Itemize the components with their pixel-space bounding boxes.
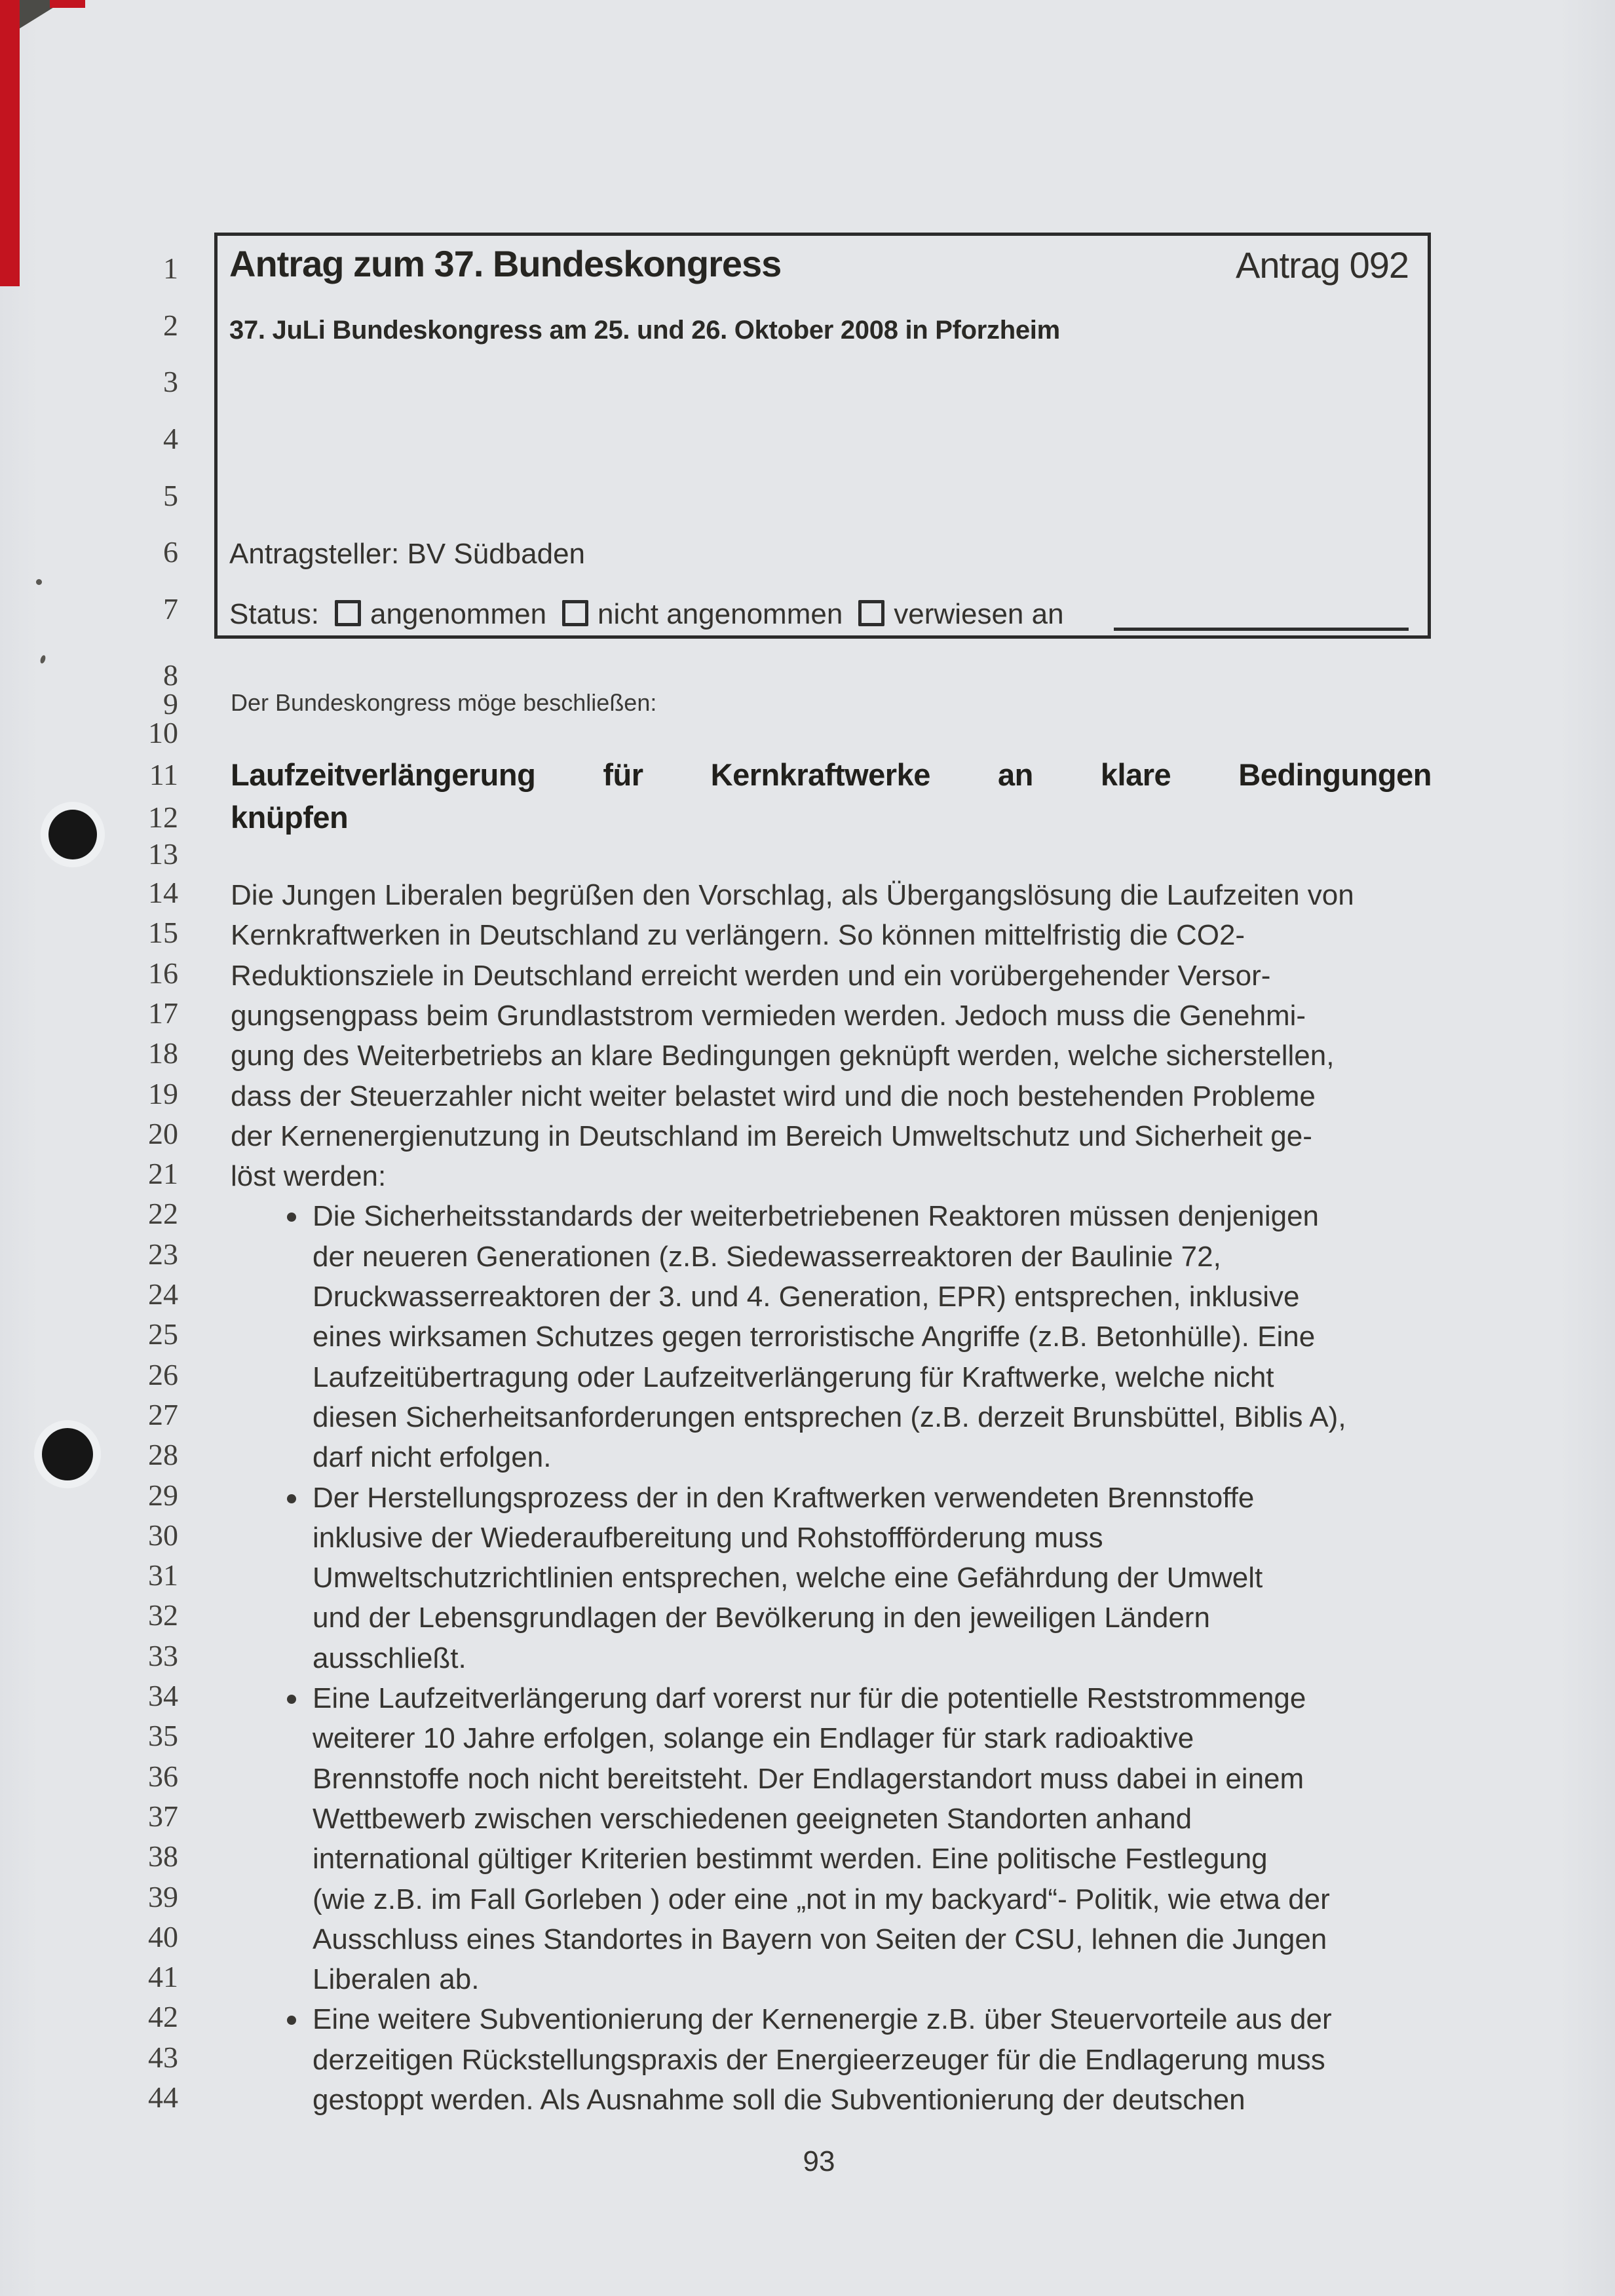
line-number: 12 [148,800,178,834]
line-number: 37 [148,1799,178,1833]
antragsteller-line: Antragsteller: BV Südbaden [229,538,586,570]
text-line-content: derzeitigen Rückstellungspraxis der Energieerzeuger für die Endlagerung muss [313,2043,1325,2076]
text-line-content: Umweltschutzrichtlinien entsprechen, welche eine Gefährdung der Umwelt [313,1562,1263,1594]
line-number: 26 [148,1357,178,1391]
text-line-15 [231,915,1443,955]
text-line-21 [231,1156,1443,1196]
line-number: 14 [148,876,178,909]
line-number: 28 [148,1438,178,1472]
hole-punch-bottom [42,1428,93,1480]
line-number: 18 [148,1036,178,1070]
line-number: 3 [163,365,178,398]
text-line-content: darf nicht erfolgen. [313,1441,552,1474]
text-line-content: inklusive der Wiederaufbereitung und Rohstoffförderung muss [313,1521,1103,1554]
text-line-content: dass der Steuerzahler nicht weiter belastet wird und die noch bestehenden Probleme [231,1080,1316,1112]
text-line-content: Reduktionsziele in Deutschland erreicht werden und ein vorübergehender Versor- [231,959,1271,992]
bullet-icon [287,1695,296,1704]
text-line-39 [231,1879,1443,1919]
text-line-27 [231,1397,1443,1437]
text-line-30 [231,1518,1443,1558]
text-line-38 [231,1839,1443,1879]
text-line-33 [231,1638,1443,1678]
line-number: 1 [163,252,178,285]
intro-line: Der Bundeskongress möge beschließen: [231,689,657,716]
text-line-content: (wie z.B. im Fall Gorleben ) oder eine „not in my backyard“- Politik, wie etwa der [313,1883,1330,1915]
checkbox-icon [335,600,361,626]
line-number: 42 [148,2000,178,2034]
line-number: 36 [148,1759,178,1793]
text-line-content: Druckwasserreaktoren der 3. und 4. Generation, EPR) entsprechen, inklusive [313,1281,1300,1313]
line-number: 35 [148,1719,178,1753]
line-number: 21 [148,1157,178,1191]
line-number: 38 [148,1839,178,1873]
text-line-content: Liberalen ab. [313,1963,480,1996]
status-label: Status: [229,598,319,630]
status-option-angenommen: angenommen [370,598,547,630]
text-line-content: Eine Laufzeitverlängerung darf vorerst nur für die potentielle Reststrommenge [313,1682,1306,1714]
text-line-19 [231,1076,1443,1116]
text-line-35 [231,1718,1443,1758]
line-number: 30 [148,1518,178,1552]
line-number: 43 [148,2040,178,2074]
line-number: 11 [149,758,178,791]
line-number: 5 [163,479,178,512]
text-line-14 [231,875,1443,915]
document-heading [231,753,1432,838]
text-line-25 [231,1317,1443,1357]
text-line-content: Wettbewerb zwischen verschiedenen geeigneten Standorten anhand [313,1802,1192,1835]
line-number: 8 [163,658,178,692]
line-number: 19 [148,1076,178,1110]
line-number: 7 [163,592,178,626]
text-line-42 [231,1999,1443,2039]
text-line-16 [231,956,1443,996]
line-number: 27 [148,1397,178,1431]
text-line-content: Ausschluss eines Standortes in Bayern von Seiten der CSU, lehnen die Jungen [313,1923,1327,1955]
heading-line-1: Laufzeitverlängerung für Kernkraftwerke an klare Bedingungen [231,757,1432,792]
text-line-content: eines wirksamen Schutzes gegen terroristische Angriffe (z.B. Betonhülle). Eine [313,1321,1316,1353]
text-line-32 [231,1598,1443,1638]
checkbox-icon [858,600,884,626]
line-number: 31 [148,1558,178,1592]
status-row [229,596,1064,633]
line-number: 24 [148,1277,178,1311]
text-line-41 [231,1959,1443,1999]
line-number: 2 [163,309,178,342]
line-number: 20 [148,1116,178,1150]
text-line-44 [231,2080,1443,2120]
text-line-content: Die Jungen Liberalen begrüßen den Vorschlag, als Übergangslösung die Laufzeiten von [231,879,1354,911]
checkbox-icon [562,600,588,626]
status-option-verwiesen: verwiesen an [894,598,1064,630]
line-number: 22 [148,1197,178,1231]
text-line-content: Kernkraftwerken in Deutschland zu verlängern. So können mittelfristig die CO2- [231,919,1245,952]
text-line-content: löst werden: [231,1160,387,1193]
bullet-icon [287,1494,296,1503]
text-line-content: international gültiger Kriterien bestimmt werden. Eine politische Festlegung [313,1843,1268,1875]
status-option-nicht-angenommen: nicht angenommen [598,598,843,630]
text-line-24 [231,1277,1443,1317]
text-line-26 [231,1357,1443,1397]
text-line-29 [231,1478,1443,1518]
header-box [214,233,1431,639]
text-line-37 [231,1799,1443,1839]
line-number: 4 [163,422,178,455]
line-number: 10 [148,716,178,749]
text-line-23 [231,1237,1443,1277]
text-line-43 [231,2040,1443,2080]
text-line-36 [231,1759,1443,1799]
text-line-content: diesen Sicherheitsanforderungen entsprechen (z.B. derzeit Brunsbüttel, Biblis A), [313,1401,1346,1433]
text-line-content: ausschließt. [313,1642,466,1674]
text-line-content: Der Herstellungsprozess der in den Kraftwerken verwendeten Brennstoffe [313,1481,1255,1514]
status-blank-underline [1114,628,1409,631]
page-title: Antrag zum 37. Bundeskongress [229,243,782,284]
line-number: 25 [148,1317,178,1351]
heading-line-2: knüpfen [231,800,349,835]
bullet-icon [287,2016,296,2025]
text-line-content: Laufzeitübertragung oder Laufzeitverlängerung für Kraftwerke, welche nicht [313,1361,1274,1393]
line-number: 33 [148,1638,178,1672]
page-number: 93 [803,2145,835,2177]
line-number: 29 [148,1478,178,1512]
red-edge-mark [0,0,20,286]
text-line-content: und der Lebensgrundlagen der Bevölkerung in den jeweiligen Ländern [313,1602,1210,1634]
text-line-content: Brennstoffe noch nicht bereitsteht. Der Endlagerstandort muss dabei in einem [313,1762,1304,1795]
line-number: 44 [148,2080,178,2114]
antrag-number: Antrag 092 [1236,244,1409,286]
text-line-content: gestoppt werden. Als Ausnahme soll die Subventionierung der deutschen [313,2084,1245,2116]
text-line-content: gungsengpass beim Grundlaststrom vermieden werden. Jedoch muss die Genehmi- [231,999,1306,1032]
paper-speck [39,654,47,664]
text-line-content: weiterer 10 Jahre erfolgen, solange ein Endlager für stark radioaktive [313,1722,1194,1755]
line-number: 16 [148,956,178,990]
bullet-icon [287,1213,296,1222]
hole-punch-top [48,810,97,859]
text-line-content: der neueren Generationen (z.B. Siedewasserreaktoren der Baulinie 72, [313,1240,1221,1273]
line-number: 32 [148,1598,178,1632]
text-line-17 [231,996,1443,1036]
text-line-content: der Kernenergienutzung in Deutschland im Bereich Umweltschutz und Sicherheit ge- [231,1120,1312,1152]
text-line-40 [231,1919,1443,1959]
paper-speck [36,579,42,585]
text-line-content: Die Sicherheitsstandards der weiterbetriebenen Reaktoren müssen denjenigen [313,1200,1320,1233]
line-number: 34 [148,1679,178,1712]
text-line-20 [231,1116,1443,1156]
line-number: 13 [148,837,178,871]
text-line-content: Eine weitere Subventionierung der Kernenergie z.B. über Steuervorteile aus der [313,2003,1332,2036]
line-number: 15 [148,916,178,950]
text-line-34 [231,1678,1443,1718]
line-number: 23 [148,1237,178,1271]
congress-subtitle: 37. JuLi Bundeskongress am 25. und 26. Oktober 2008 in Pforzheim [229,316,1060,345]
text-line-content: gung des Weiterbetriebs an klare Bedingungen geknüpft werden, welche sicherstellen, [231,1040,1335,1072]
line-number: 41 [148,1960,178,1994]
text-line-22 [231,1196,1443,1236]
text-line-28 [231,1437,1443,1477]
text-line-31 [231,1558,1443,1598]
line-number: 6 [163,535,178,569]
text-line-18 [231,1036,1443,1076]
line-number: 9 [163,687,178,721]
line-number: 17 [148,996,178,1030]
red-edge-mark-small [50,0,85,8]
line-number: 39 [148,1879,178,1913]
line-number: 40 [148,1919,178,1953]
